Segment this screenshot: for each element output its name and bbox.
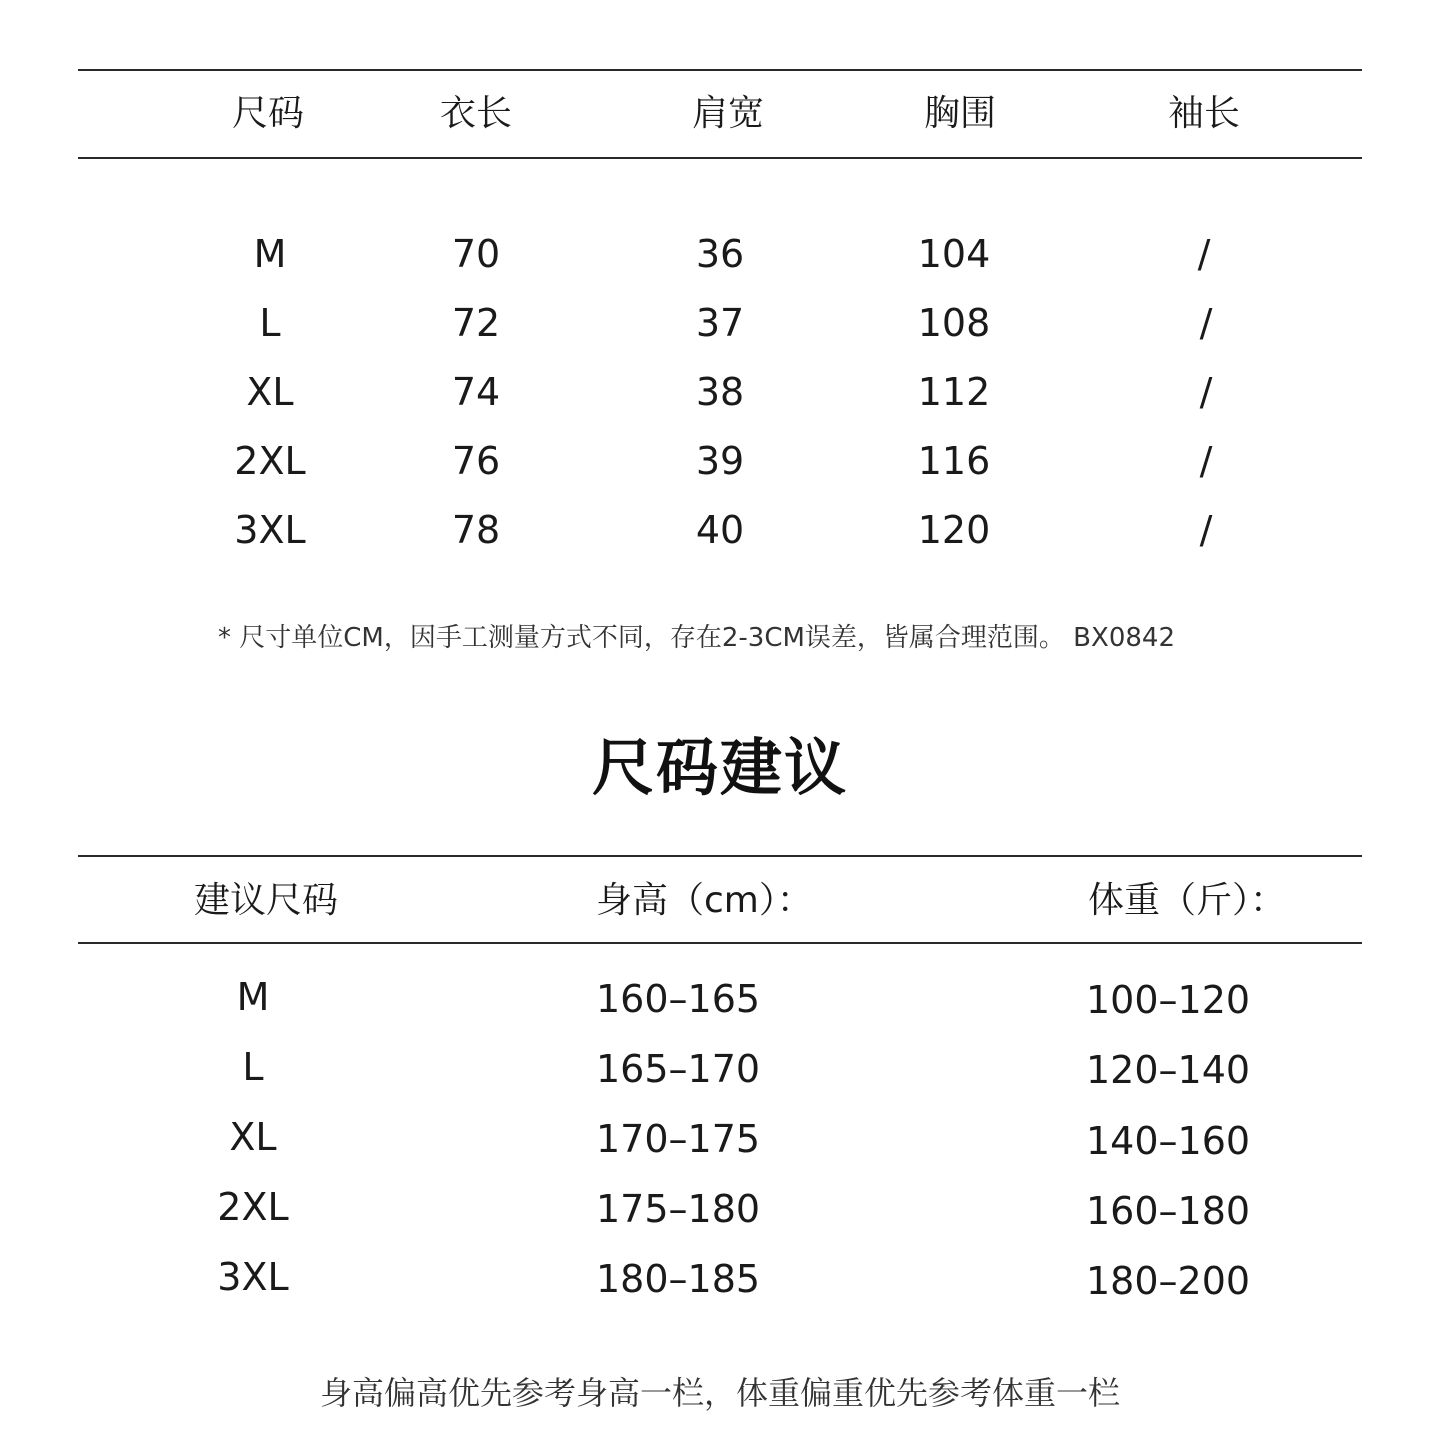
length-cell: 70	[451, 232, 501, 276]
shoulder-cell: 39	[695, 439, 745, 483]
rec-height-cell: 165–170	[596, 1047, 761, 1091]
rec-height-cell: 170–175	[596, 1117, 761, 1161]
size-cell: L	[259, 301, 281, 345]
chest-cell: 108	[917, 301, 991, 345]
rec-height-cell: 175–180	[596, 1187, 761, 1231]
shoulder-cell: 37	[695, 301, 745, 345]
length-cell: 78	[451, 508, 501, 552]
header-height: 身高（cm）：	[596, 880, 813, 921]
size-cell: M	[253, 232, 287, 276]
header-shoulder: 肩宽	[691, 93, 765, 134]
sleeve-cell: /	[1199, 370, 1213, 414]
sleeve-cell: /	[1199, 439, 1213, 483]
rec-weight-cell: 160–180	[1086, 1189, 1251, 1233]
length-cell: 74	[451, 370, 501, 414]
top-rule	[78, 69, 1362, 71]
length-cell: 76	[451, 439, 501, 483]
length-cell: 72	[451, 301, 501, 345]
rec-height-cell: 160–165	[596, 977, 761, 1021]
header-recommended-size: 建议尺码	[194, 880, 339, 921]
shoulder-cell: 36	[695, 232, 745, 276]
rec-size-cell: M	[236, 975, 270, 1019]
chest-cell: 112	[917, 370, 991, 414]
header-weight: 体重（斤）：	[1088, 880, 1287, 921]
rec-size-cell: 2XL	[217, 1185, 289, 1229]
recommend-title: 尺码建议	[591, 731, 849, 804]
size-cell: XL	[246, 370, 294, 414]
rec-weight-cell: 100–120	[1086, 978, 1251, 1022]
rec-weight-cell: 140–160	[1086, 1119, 1251, 1163]
rec-weight-cell: 180–200	[1086, 1259, 1251, 1303]
sleeve-cell: /	[1199, 301, 1213, 345]
size-cell: 2XL	[234, 439, 306, 483]
rec-size-cell: L	[242, 1045, 264, 1089]
chest-cell: 104	[917, 232, 991, 276]
header-chest: 胸围	[923, 93, 997, 134]
shoulder-cell: 40	[695, 508, 745, 552]
rec-weight-cell: 120–140	[1086, 1048, 1251, 1092]
rec-height-cell: 180–185	[596, 1257, 761, 1301]
chest-cell: 116	[917, 439, 991, 483]
sleeve-cell: /	[1197, 232, 1211, 276]
recommend-header-rule	[78, 942, 1362, 944]
header-length: 衣长	[439, 93, 513, 134]
sleeve-cell: /	[1199, 508, 1213, 552]
rec-size-cell: 3XL	[217, 1255, 289, 1299]
header-sleeve: 袖长	[1167, 93, 1241, 134]
recommend-top-rule	[78, 855, 1362, 857]
header-rule	[78, 157, 1362, 159]
rec-size-cell: XL	[229, 1115, 277, 1159]
size-cell: 3XL	[234, 508, 306, 552]
chest-cell: 120	[917, 508, 991, 552]
shoulder-cell: 38	[695, 370, 745, 414]
header-size: 尺码	[231, 93, 305, 134]
measurement-note: * 尺寸单位CM，因手工测量方式不同，存在2-3CM误差，皆属合理范围。 BX0842	[218, 623, 1175, 653]
footer-advice: 身高偏高优先参考身高一栏，体重偏重优先参考体重一栏	[319, 1374, 1121, 1412]
